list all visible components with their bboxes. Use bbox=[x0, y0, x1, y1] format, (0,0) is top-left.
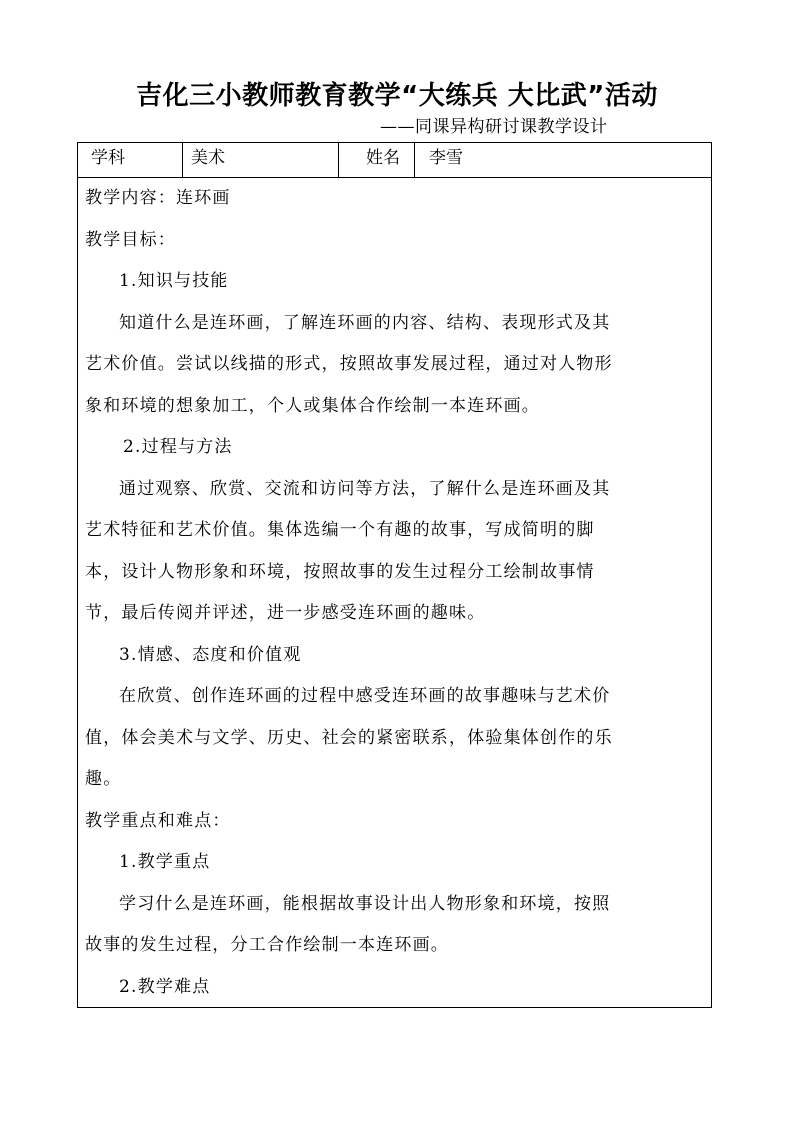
paragraph-line: 节，最后传阅并评述，进一步感受连环画的趣味。 bbox=[85, 603, 486, 623]
paragraph-line: 本，设计人物形象和环境，按照故事的发生过程分工绘制故事情 bbox=[85, 561, 595, 582]
paragraph-line: 知道什么是连环画，了解连环画的内容、结构、表现形式及其 bbox=[119, 312, 611, 333]
objective1-heading: 1.知识与技能 bbox=[119, 271, 229, 291]
paragraph-line: 值，体会美术与文学、历史、社会的紧密联系，体验集体创作的乐 bbox=[85, 727, 613, 748]
paragraph-line: 学习什么是连环画，能根据故事设计出人物形象和环境，按照 bbox=[119, 893, 611, 914]
paragraph-line: 象和环境的想象加工，个人或集体合作绘制一本连环画。 bbox=[85, 395, 540, 416]
paragraph-line: 艺术价值。尝试以线描的形式，按照故事发展过程，通过对人物形 bbox=[85, 354, 613, 374]
name-label: 姓名 bbox=[366, 148, 400, 168]
objectives-heading: 教学目标： bbox=[85, 229, 176, 250]
difficulty-heading: 2.教学难点 bbox=[119, 976, 211, 997]
divider bbox=[182, 143, 183, 177]
paragraph-line: 艺术特征和艺术价值。集体选编一个有趣的故事，写成简明的脚 bbox=[85, 520, 595, 540]
paragraph-line: 趣。 bbox=[85, 769, 122, 789]
objective3-heading: 3.情感、态度和价值观 bbox=[119, 644, 302, 665]
name-value: 李雪 bbox=[429, 148, 463, 168]
key-points-heading: 教学重点和难点： bbox=[85, 810, 231, 831]
paragraph-line: 通过观察、欣赏、交流和访问等方法，了解什么是连环画及其 bbox=[119, 478, 611, 499]
teaching-content: 教学内容：连环画 bbox=[85, 188, 231, 208]
divider bbox=[338, 143, 339, 177]
subject-value: 美术 bbox=[191, 148, 225, 168]
lesson-plan-table bbox=[77, 142, 712, 1008]
key-point-heading: 1.教学重点 bbox=[119, 852, 211, 872]
info-row bbox=[78, 143, 711, 178]
paragraph-line: 故事的发生过程，分工合作绘制一本连环画。 bbox=[85, 935, 449, 955]
document-title: 吉化三小教师教育教学“大练兵 大比武”活动 bbox=[136, 81, 658, 111]
objective2-heading: 2.过程与方法 bbox=[123, 437, 233, 457]
document-subtitle: ——同课异构研讨课教学设计 bbox=[380, 117, 608, 137]
lesson-content bbox=[85, 178, 700, 1008]
subject-label: 学科 bbox=[91, 148, 125, 168]
paragraph-line: 在欣赏、创作连环画的过程中感受连环画的故事趣味与艺术价 bbox=[119, 686, 611, 706]
divider bbox=[414, 143, 415, 177]
